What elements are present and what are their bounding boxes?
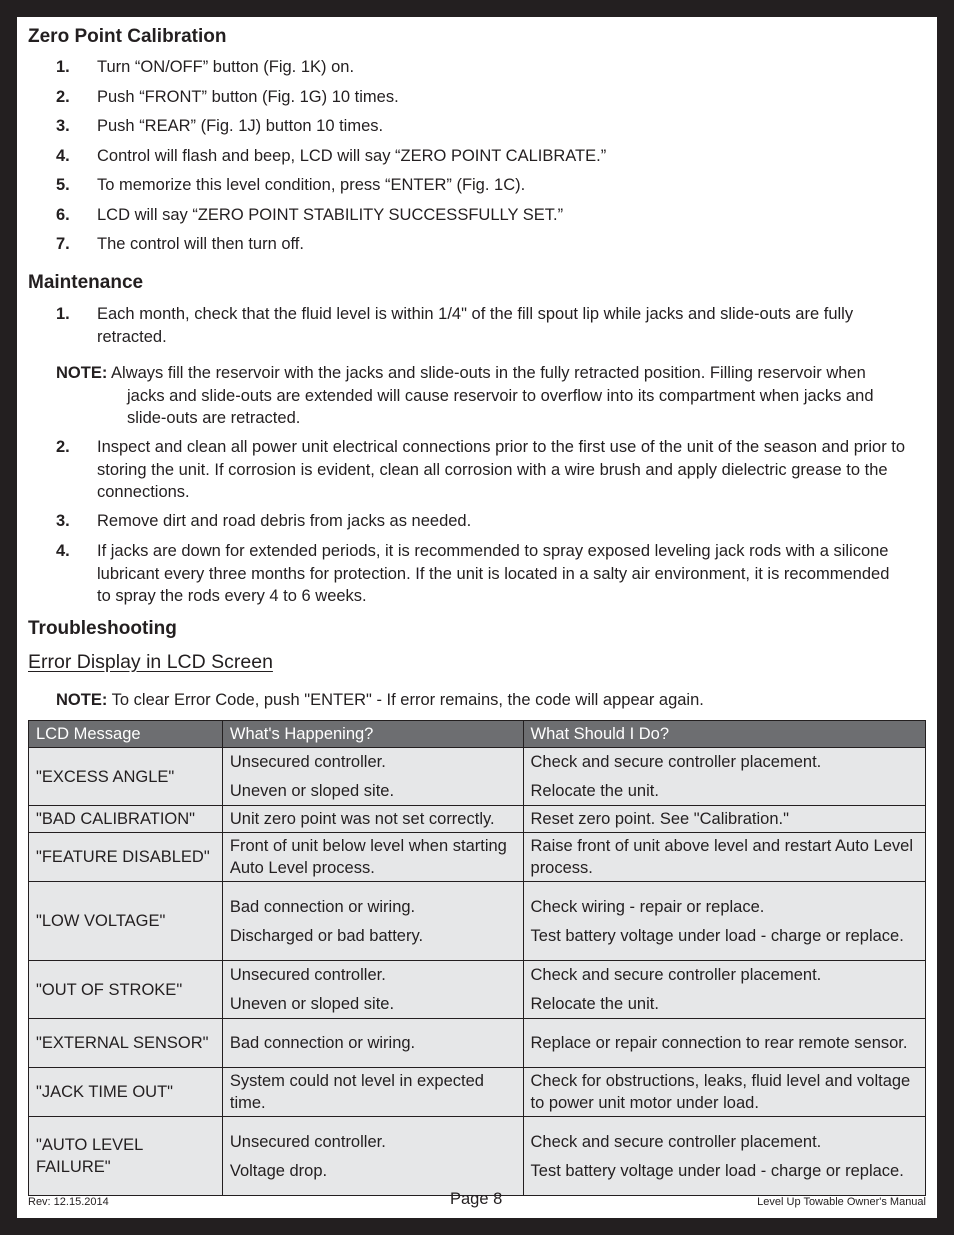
table-row: [29, 1019, 926, 1068]
zero-point-heading: Zero Point Calibration: [28, 26, 227, 47]
step-text: Each month, check that the fluid level is within 1/4" of the fill spout lip while jacks and slide-outs are fully retracted.: [97, 305, 854, 346]
manual-page: [17, 17, 937, 1218]
action-line: Test battery voltage under load - charge or replace.: [530, 1161, 904, 1180]
table-header-row: [29, 721, 926, 748]
table-row: [29, 882, 926, 961]
step-number: 2.: [56, 88, 70, 106]
step-text: Turn “ON/OFF” button (Fig. 1K) on.: [97, 58, 355, 76]
step-text: To memorize this level condition, press “ENTER” (Fig. 1C).: [97, 176, 526, 194]
table-row: [29, 806, 926, 833]
maintenance-note: [56, 362, 901, 430]
step-text: LCD will say “ZERO POINT STABILITY SUCCESSFULLY SET.”: [97, 206, 564, 224]
action-line: Check and secure controller placement.: [530, 966, 822, 984]
happening-cell: [222, 882, 523, 961]
action-cell: [523, 748, 925, 806]
step-text: Push “FRONT” button (Fig. 1G) 10 times.: [97, 88, 399, 106]
step-number: 4.: [56, 147, 70, 165]
happening-line: Bad connection or wiring.: [229, 897, 416, 916]
lcd-message-cell: "LOW VOLTAGE": [29, 882, 223, 961]
action-cell: [523, 961, 925, 1019]
happening-cell: Front of unit below level when starting Auto Level process.: [222, 833, 523, 882]
happening-cell: Bad connection or wiring.: [222, 1019, 523, 1068]
step-text: Inspect and clean all power unit electrical connections prior to the first use of the unit of the season and prior to storing the unit. If corrosion is evident, clean all corrosion with a wire brush and apply dielectric grease to the connections.: [97, 438, 906, 501]
step-text: If jacks are down for extended periods, it is recommended to spray exposed leveling jack rods with a silicone lubricant every three months for protection. If the unit is located in a salty air environment, it is recommended to spray the rods every 4 to 6 weeks.: [97, 542, 890, 605]
happening-line: Unsecured controller.: [229, 1132, 386, 1151]
action-cell: Raise front of unit above level and restart Auto Level process.: [523, 833, 925, 882]
troubleshooting-heading: Troubleshooting: [28, 618, 177, 639]
table-row: [29, 1068, 926, 1117]
action-line: Relocate the unit.: [530, 782, 659, 800]
happening-cell: [222, 961, 523, 1019]
action-line: Check and secure controller placement.: [530, 753, 822, 771]
happening-line: Unsecured controller.: [229, 966, 386, 984]
step-text: Control will flash and beep, LCD will say “ZERO POINT CALIBRATE.”: [97, 147, 607, 165]
step-number: 1.: [56, 305, 70, 323]
lcd-message-cell: "OUT OF STROKE": [29, 961, 223, 1019]
action-line: Test battery voltage under load - charge or replace.: [530, 926, 904, 945]
page-number: Page 8: [450, 1190, 503, 1208]
step-number: 3.: [56, 512, 70, 530]
note-text: Always fill the reservoir with the jacks and slide-outs in the fully retracted position. Filling reservoir when jacks and slide-outs are extended will cause reservoir to overflow into its compartment when jacks and slide-outs are retracted.: [111, 364, 874, 427]
happening-cell: [222, 748, 523, 806]
action-cell: Reset zero point. See "Calibration.": [523, 806, 925, 833]
action-cell: [523, 1117, 925, 1196]
table-row: [29, 833, 926, 882]
lcd-message-cell: "EXTERNAL SENSOR": [29, 1019, 223, 1068]
error-code-table: [28, 720, 926, 1196]
lcd-message-cell: "AUTO LEVEL FAILURE": [29, 1117, 223, 1196]
step-text: Remove dirt and road debris from jacks as needed.: [97, 512, 472, 530]
table-row: [29, 1117, 926, 1196]
step-number: 6.: [56, 206, 70, 224]
happening-line: Unsecured controller.: [229, 753, 386, 771]
column-header-whats-happening: What's Happening?: [222, 721, 523, 748]
note-label: NOTE:: [56, 691, 108, 709]
step-number: 4.: [56, 542, 70, 560]
note-label: NOTE:: [56, 364, 108, 382]
action-cell: Check for obstructions, leaks, fluid level and voltage to power unit motor under load.: [523, 1068, 925, 1117]
happening-cell: System could not level in expected time.: [222, 1068, 523, 1117]
table-row: [29, 748, 926, 806]
maintenance-heading: Maintenance: [28, 272, 144, 293]
happening-line: Uneven or sloped site.: [229, 995, 395, 1013]
happening-line: Discharged or bad battery.: [229, 926, 424, 945]
step-number: 7.: [56, 235, 70, 253]
column-header-what-should-i-do: What Should I Do?: [523, 721, 925, 748]
action-line: Relocate the unit.: [530, 995, 659, 1013]
happening-line: Uneven or sloped site.: [229, 782, 395, 800]
happening-line: Voltage drop.: [229, 1161, 328, 1180]
step-number: 1.: [56, 58, 70, 76]
happening-cell: Unit zero point was not set correctly.: [222, 806, 523, 833]
lcd-message-cell: "EXCESS ANGLE": [29, 748, 223, 806]
step-number: 3.: [56, 117, 70, 135]
action-line: Check and secure controller placement.: [530, 1132, 822, 1151]
error-display-subheading: Error Display in LCD Screen: [28, 651, 273, 673]
happening-cell: [222, 1117, 523, 1196]
step-text: The control will then turn off.: [97, 235, 304, 253]
action-cell: Replace or repair connection to rear remote sensor.: [523, 1019, 925, 1068]
table-row: [29, 961, 926, 1019]
action-cell: [523, 882, 925, 961]
step-number: 2.: [56, 438, 70, 456]
lcd-message-cell: "BAD CALIBRATION": [29, 806, 223, 833]
revision-date: Rev: 12.15.2014: [28, 1196, 109, 1208]
troubleshooting-note: [56, 689, 901, 712]
column-header-lcd-message: LCD Message: [29, 721, 223, 748]
manual-title: Level Up Towable Owner's Manual: [757, 1196, 926, 1208]
lcd-message-cell: "JACK TIME OUT": [29, 1068, 223, 1117]
note-text: To clear Error Code, push "ENTER" - If error remains, the code will appear again.: [111, 691, 704, 709]
step-number: 5.: [56, 176, 70, 194]
lcd-message-cell: "FEATURE DISABLED": [29, 833, 223, 882]
action-line: Check wiring - repair or replace.: [530, 897, 765, 916]
step-text: Push “REAR” (Fig. 1J) button 10 times.: [97, 117, 384, 135]
